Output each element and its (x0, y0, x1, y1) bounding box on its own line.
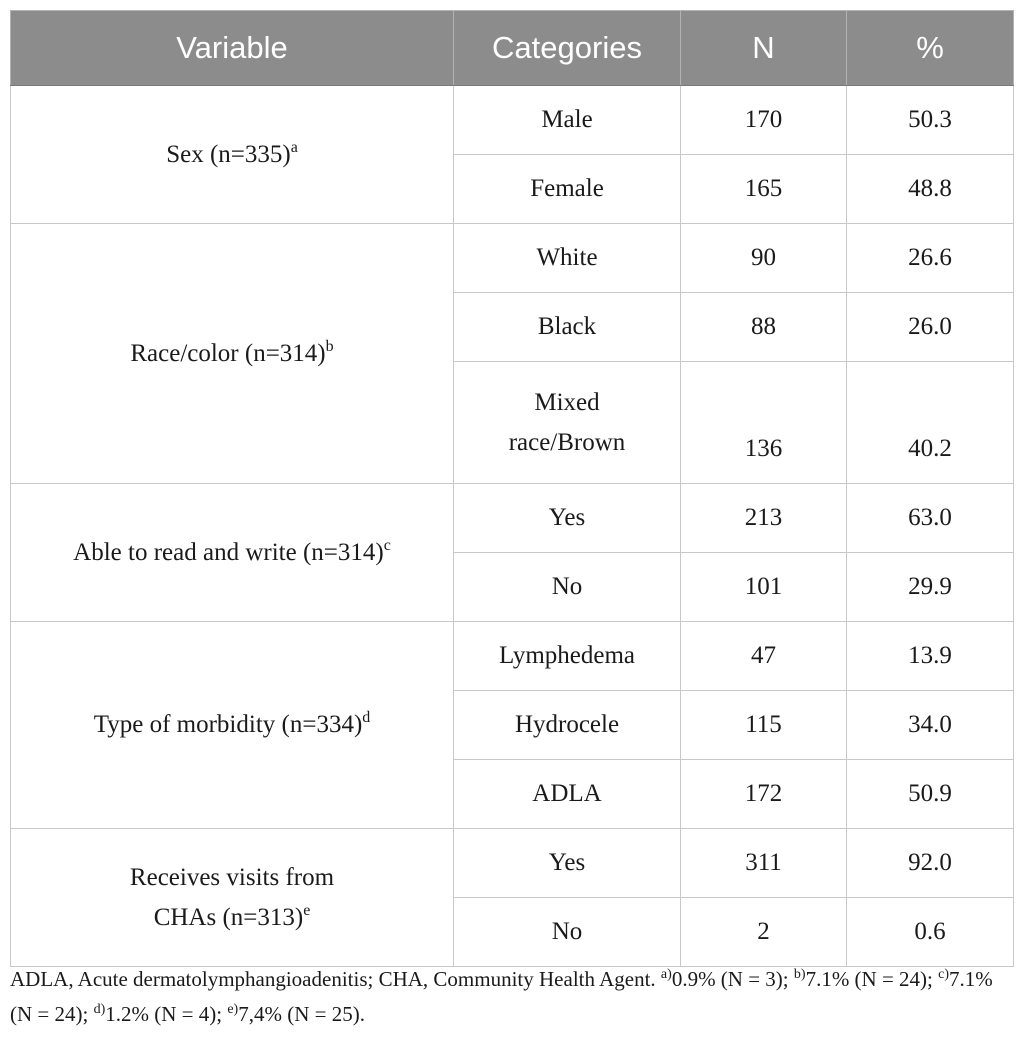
table-row (11, 829, 1014, 898)
percent-cell: 0.6 (847, 898, 1014, 967)
footnote-mark: c) (938, 967, 950, 982)
n-cell: 213 (681, 484, 847, 553)
percent-cell: 48.8 (847, 155, 1014, 224)
category-cell: Male (454, 86, 681, 155)
n-cell: 88 (681, 293, 847, 362)
category-cell: Yes (454, 484, 681, 553)
variable-cell-race (11, 224, 454, 484)
footnote-marker: c (383, 536, 391, 554)
n-cell: 2 (681, 898, 847, 967)
table-container (10, 10, 1013, 967)
footnote-text: 1.2% (N = 4); (105, 1002, 228, 1026)
footnote-text: 7.1% (N = 24); (805, 967, 939, 991)
category-cell: Hydrocele (454, 691, 681, 760)
table-header (11, 11, 1014, 86)
footnote-marker: b (325, 337, 334, 355)
header-categories: Categories (454, 11, 681, 86)
n-cell: 115 (681, 691, 847, 760)
category-cell: White (454, 224, 681, 293)
footnote-mark: a) (660, 967, 672, 982)
percent-cell: 50.3 (847, 86, 1014, 155)
category-cell: Black (454, 293, 681, 362)
n-cell: 101 (681, 553, 847, 622)
table-row (11, 484, 1014, 553)
percent-cell: 50.9 (847, 760, 1014, 829)
footnote-marker: d (362, 709, 371, 726)
footnote-marker: e (303, 901, 311, 919)
category-cell: No (454, 553, 681, 622)
footnote-intro: ADLA, Acute dermatolymphangioadenitis; CHA, Community Health Agent. (10, 967, 661, 991)
header-n: N (681, 11, 847, 86)
percent-cell: 92.0 (847, 829, 1014, 898)
n-cell: 170 (681, 86, 847, 155)
percent-cell: 29.9 (847, 553, 1014, 622)
header-row (11, 11, 1014, 86)
variable-cell-sex (11, 86, 454, 224)
table-row (11, 224, 1014, 293)
footnote-mark: d) (93, 1002, 106, 1017)
category-cell: No (454, 898, 681, 967)
footnote-mark: e) (227, 1002, 239, 1017)
variable-cell-cha-visits (11, 829, 454, 967)
category-cell: Yes (454, 829, 681, 898)
n-cell: 47 (681, 622, 847, 691)
percent-cell: 13.9 (847, 622, 1014, 691)
percent-cell: 63.0 (847, 484, 1014, 553)
table-row (11, 622, 1014, 691)
header-variable: Variable (11, 11, 454, 86)
variable-cell-literacy (11, 484, 454, 622)
variable-label: Able to read and write (n=314) (73, 538, 384, 566)
footnote-text: 7.1% (N = 24); (10, 967, 993, 1026)
n-cell: 90 (681, 224, 847, 293)
demographics-table (10, 10, 1014, 967)
percent-cell: 34.0 (847, 691, 1014, 760)
category-cell: Female (454, 155, 681, 224)
footnote-text: 0.9% (N = 3); (671, 967, 794, 991)
variable-cell-morbidity (11, 622, 454, 829)
n-cell: 172 (681, 760, 847, 829)
percent-cell: 26.0 (847, 293, 1014, 362)
variable-label: Receives visits from CHAs (n=313) (129, 863, 335, 931)
category-cell: ADLA (454, 760, 681, 829)
category-cell: Lymphedema (454, 622, 681, 691)
variable-label: Type of morbidity (n=334) (93, 711, 363, 738)
category-cell: Mixed race/Brown (454, 362, 681, 484)
variable-label: Sex (n=335) (166, 140, 291, 168)
n-cell: 311 (681, 829, 847, 898)
n-cell: 136 (681, 362, 847, 484)
table-row (11, 86, 1014, 155)
footnote-mark: b) (793, 967, 806, 982)
variable-label: Race/color (n=314) (130, 339, 326, 367)
footnote-marker: a (290, 138, 298, 156)
percent-cell: 26.6 (847, 224, 1014, 293)
percent-cell: 40.2 (847, 362, 1014, 484)
footnote-text: 7,4% (N = 25). (238, 1002, 365, 1026)
header-percent: % (847, 11, 1014, 86)
table-body (11, 86, 1014, 967)
table-footnote (10, 962, 1015, 1032)
n-cell: 165 (681, 155, 847, 224)
